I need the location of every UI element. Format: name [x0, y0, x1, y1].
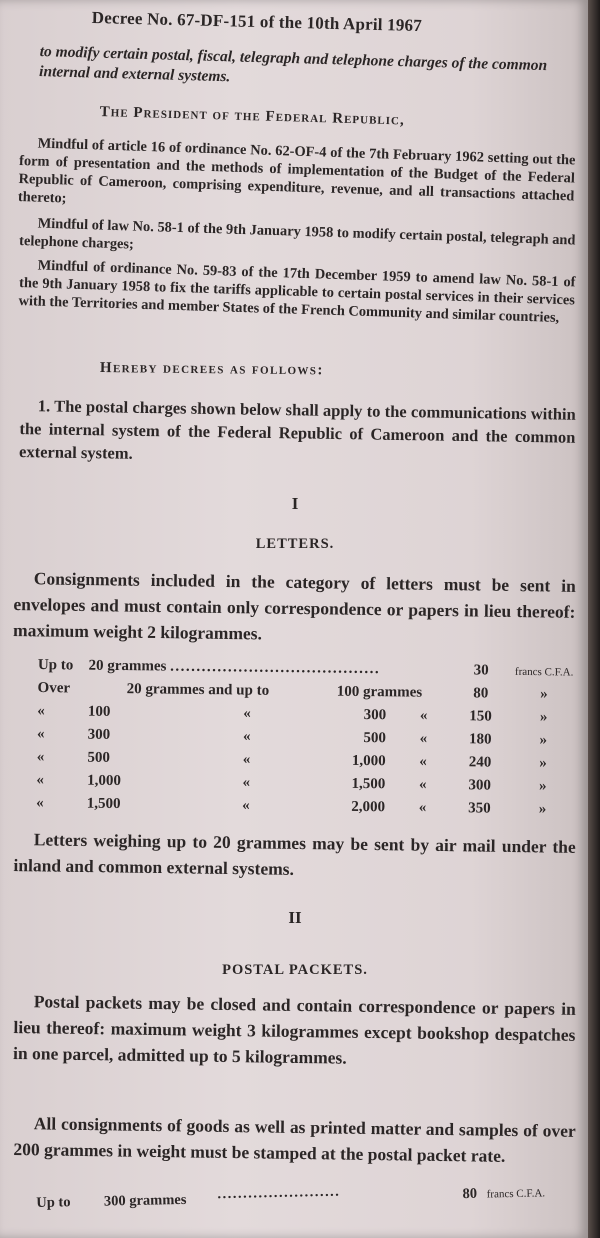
ditto-mark: « — [243, 705, 251, 722]
ditto-mark: « — [242, 728, 251, 745]
price-value: 300 — [468, 777, 492, 794]
ditto-mark: » — [538, 778, 547, 795]
dot-leaders: ........................ — [217, 1183, 341, 1203]
ditto-mark: « — [418, 799, 427, 816]
currency-unit: francs C.F.A. — [486, 1187, 546, 1201]
section-1-heading: LETTERS. — [255, 536, 335, 552]
from-weight: 100 — [87, 703, 111, 720]
from-weight: 500 — [87, 749, 111, 766]
ditto-mark: « — [419, 730, 428, 747]
clause-1: 1. The postal charges shown below shall apply to the communications within the internal system of the Federal Republic of Cameroon and the common external system. — [18, 396, 576, 463]
ditto-mark: « — [418, 776, 427, 793]
ditto-mark: » — [539, 755, 547, 772]
decree-title: Decree No. 67-DF-151 of the 10th April 1967 — [91, 8, 423, 36]
ditto-mark: « — [242, 751, 251, 768]
packet-rate-row — [36, 1179, 576, 1212]
ditto-mark: « — [419, 753, 427, 770]
ditto-mark: « — [37, 702, 45, 720]
to-weight: 300 — [363, 706, 387, 724]
preamble-paragraph-2: Mindful of law No. 58-1 of the 9th January 1958 to modify certain postal, telegraph and telephone charges; — [18, 215, 576, 253]
price-value: 180 — [468, 731, 492, 748]
from-weight: 20 grammes and up to — [126, 681, 270, 699]
price-value: 80 — [473, 685, 489, 702]
ditto-mark: » — [539, 732, 548, 749]
air-mail-note: Letters weighing up to 20 grammes may be sent by air mail under the inland and common external systems. — [13, 829, 576, 879]
ditto-mark: « — [36, 748, 45, 766]
preamble-paragraph-1: Mindful of article 16 of ordinance No. 62-OF-4 of the 7th February 1962 setting out the form of presentation and the methods of implementation of the Budget of the Federal Republic of Cameroon, comprising expenditure, revenue, and all transactions attached thereto; — [17, 135, 576, 207]
weight-value: 20 grammes — [88, 657, 167, 675]
ditto-mark: « — [36, 771, 45, 789]
hereby-decrees-heading: Hereby decrees as follows: — [99, 360, 324, 379]
ditto-mark: « — [36, 794, 44, 812]
letter-rates-table — [36, 654, 578, 822]
row-label: Over — [37, 679, 71, 697]
ditto-mark: » — [538, 801, 547, 818]
ditto-mark: « — [242, 797, 250, 814]
currency-unit: francs C.F.A. — [514, 665, 574, 679]
price-value: 350 — [468, 800, 491, 817]
section-1-numeral: I — [291, 494, 299, 513]
postal-packets-paragraph-2: All consignments of goods as well as printed matter and samples of over 200 grammes in weight must be stamped at the postal packet rate. — [13, 1113, 576, 1166]
dot-leaders: ........................................ — [170, 658, 381, 678]
ditto-mark: « — [36, 725, 45, 743]
weight-value: 300 grammes — [103, 1191, 187, 1210]
row-label: Up to — [37, 656, 74, 674]
to-weight: 500 — [363, 729, 387, 747]
ditto-mark: » — [539, 709, 548, 726]
from-weight: 1,500 — [86, 795, 121, 813]
row-label: Up to — [36, 1194, 71, 1211]
ditto-mark: « — [242, 774, 251, 791]
to-weight: 1,500 — [351, 775, 386, 793]
book-spine — [588, 0, 600, 1238]
to-weight: 100 grammes — [336, 683, 423, 701]
to-weight: 1,000 — [351, 752, 386, 770]
from-weight: 1,000 — [87, 772, 121, 790]
from-weight: 300 — [87, 726, 111, 743]
ditto-mark: » — [540, 686, 548, 703]
ditto-mark: « — [419, 707, 428, 724]
price-value: 30 — [473, 662, 489, 679]
price-value: 240 — [468, 754, 492, 771]
section-2-numeral: II — [288, 908, 302, 927]
price-value: 150 — [469, 708, 492, 725]
decree-subtitle: to modify certain postal, fiscal, telegraph and telephone charges of the common internal and external systems. — [38, 42, 548, 86]
price-value: 80 — [462, 1185, 478, 1203]
preamble-paragraph-3: Mindful of ordinance No. 59-83 of the 17th December 1959 to amend law No. 58-1 of the 9th January 1958 to fix the tariffs applicable to certain postal services in their services with the Territories and member States of the French Community and similar countries, — [18, 257, 576, 326]
letters-intro: Consignments included in the category of letters must be sent in envelopes and must contain only correspondence or papers in lieu thereof: maximum weight 2 kilogrammes. — [12, 568, 576, 644]
president-heading: The President of the Federal Republic, — [99, 104, 405, 129]
section-2-heading: POSTAL PACKETS. — [222, 962, 368, 978]
postal-packets-paragraph-1: Postal packets may be closed and contain correspondence or papers in lieu thereof: maximum weight 3 kilogrammes except bookshop despatches in one parcel, admitted up to 5 kilogrammes. — [12, 991, 576, 1068]
to-weight: 2,000 — [351, 798, 386, 816]
